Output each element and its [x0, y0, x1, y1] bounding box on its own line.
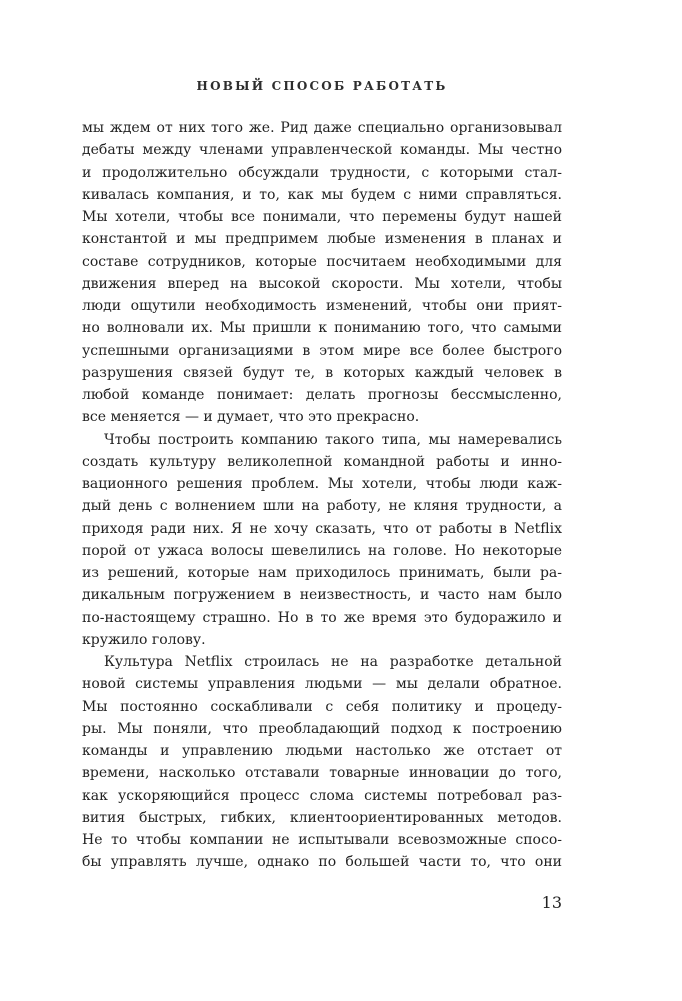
- text-line: константой и мы предпримем любые изменения в планах и: [82, 231, 562, 248]
- text-line: как ускоряющийся процесс слома системы потребовал раз-: [82, 787, 562, 804]
- text-line: любой команде понимает: делать прогнозы бессмысленно,: [82, 387, 562, 403]
- text-line: все меняется — и думает, что это прекрасно.: [82, 409, 420, 426]
- text-line: кивалась компания, и то, как мы будем с ними справляться.: [82, 186, 562, 203]
- text-line: из решений, которые нам приходилось принимать, были ра-: [82, 565, 562, 581]
- text-line: Чтобы построить компанию такого типа, мы намеревались: [104, 431, 562, 448]
- text-line: времени, насколько отставали товарные инновации до того,: [82, 765, 562, 782]
- text-line: Не то чтобы компании не испытывали всевозможные спосо-: [82, 832, 562, 848]
- running-head: [82, 79, 562, 93]
- text-line: вития быстрых, гибких, клиентоориентированных методов.: [82, 809, 562, 826]
- text-line: разрушения связей будут те, в которых каждый человек в: [82, 364, 562, 381]
- text-line: дикальным погружением в неизвестность, и часто нам было: [82, 587, 562, 604]
- text-line: люди ощутили необходимость изменений, чтобы они прият-: [82, 298, 562, 314]
- page-number-value: 13: [541, 893, 562, 912]
- text-line: команды и управлению людьми настолько же отстает от: [82, 743, 562, 759]
- text-line: мы ждем от них того же. Рид даже специально организовывал: [82, 120, 562, 136]
- text-line: движения вперед на высокой скорости. Мы хотели, чтобы: [82, 275, 562, 292]
- text-line: ры. Мы поняли, что преобладающий подход к построению: [82, 720, 562, 737]
- text-line: дебаты между членами управленческой команды. Мы честно: [82, 142, 562, 159]
- text-line: создать культуру великолепной командной работы и инно-: [82, 453, 562, 470]
- text-line: новой системы управления людьми — мы делали обратное.: [82, 676, 562, 693]
- text-line: приходя ради них. Я не хочу сказать, что от работы в Netflix: [82, 520, 562, 537]
- text-line: кружило голову.: [82, 631, 206, 648]
- text-line: Культура Netflix строилась не на разработке детальной: [104, 654, 562, 670]
- page-body: [82, 117, 562, 874]
- text-line: составе сотрудников, которые посчитаем необходимыми для: [82, 253, 562, 270]
- text-line: по-настоящему страшно. Но в то же время это будоражило и: [82, 609, 562, 626]
- text-line: Мы постоянно соскабливали с себя политику и процеду-: [82, 698, 562, 715]
- page-number: [82, 893, 562, 912]
- text-line: дый день с волнением шли на работу, не кляня трудности, а: [82, 498, 562, 515]
- text-line: вационного решения проблем. Мы хотели, чтобы люди каж-: [82, 476, 562, 492]
- text-line: порой от ужаса волосы шевелились на голове. Но некоторые: [82, 542, 562, 559]
- text-line: бы управлять лучше, однако по большей части то, что они: [82, 854, 562, 871]
- text-line: успешными организациями в этом мире все более быстрого: [82, 342, 562, 359]
- text-line: Мы хотели, чтобы все понимали, что перемены будут нашей: [82, 209, 562, 225]
- text-line: но волновали их. Мы пришли к пониманию того, что самыми: [82, 320, 562, 337]
- running-head-title: НОВЫЙ СПОСОБ РАБОТАТЬ: [196, 79, 448, 93]
- text-line: и продолжительно обсуждали трудности, с которыми стал-: [82, 164, 562, 181]
